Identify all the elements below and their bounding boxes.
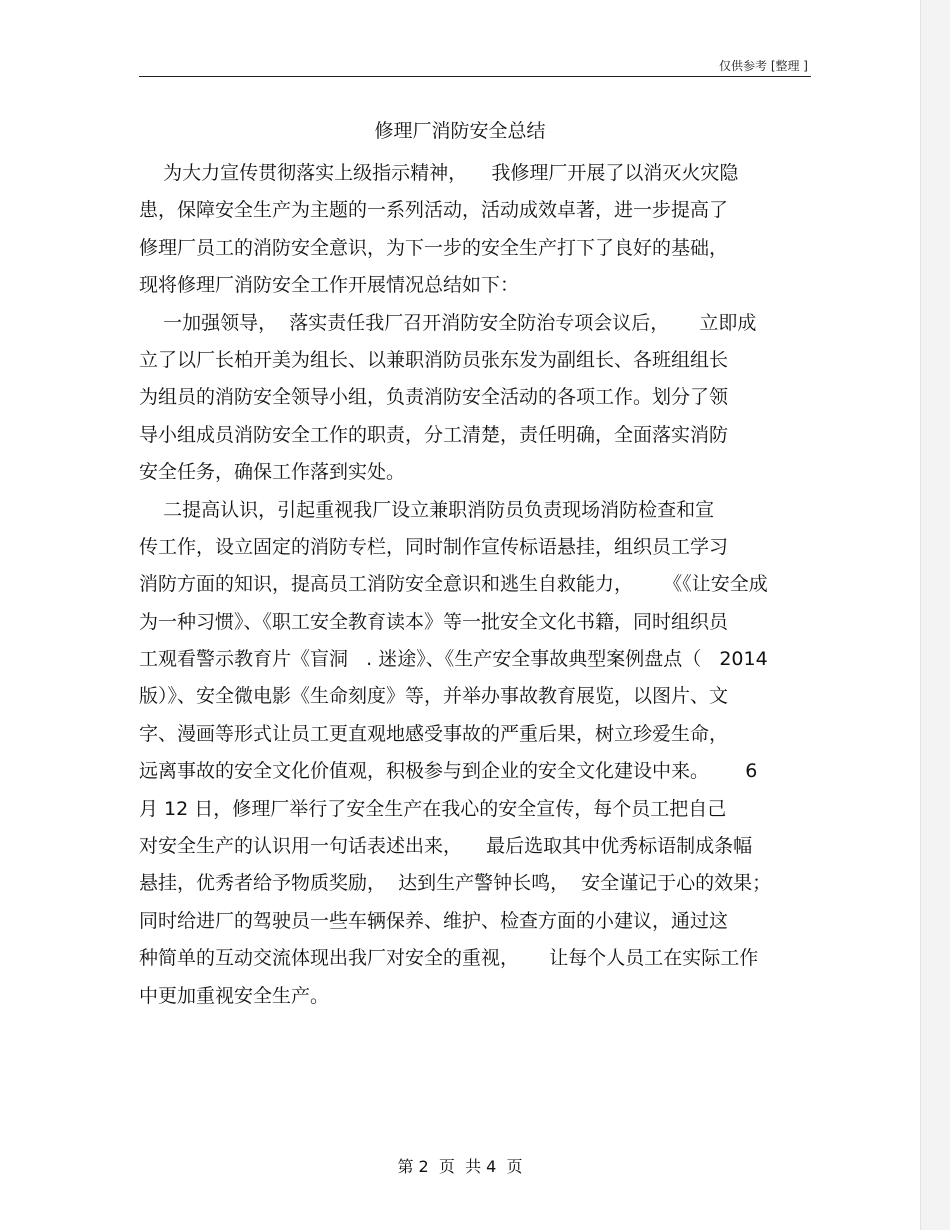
text-line: 二提高认识，引起重视我厂设立兼职消防员负责现场消防检查和宣 (139, 498, 715, 521)
text-line: 种简单的互动交流体现出我厂对安全的重视， 让每个人员工在实际工作 (139, 947, 759, 970)
text-line: 一加强领导， 落实责任我厂召开消防安全防治专项会议后， 立即成 (139, 311, 757, 334)
text-line: 立了以厂长柏开美为组长、以兼职消防员张东发为副组长、各班组组长 (139, 348, 729, 371)
text-line: 版）》、安全微电影《生命刻度》等，并举办事故教育展览，以图片、文 (139, 685, 729, 708)
text-line: 患，保障安全生产为主题的一系列活动，活动成效卓著，进一步提高了 (139, 199, 729, 222)
body-text (139, 155, 819, 1015)
text-line: 同时给进厂的驾驶员一些车辆保养、维护、检查方面的小建议，通过这 (139, 909, 729, 932)
header-note: 仅供参考 [整理 ] (719, 59, 808, 73)
text-line: 为一种习惯》、《职工安全教育读本》等一批安全文化书籍，同时组织员 (139, 610, 729, 633)
text-line: 导小组成员消防安全工作的职责，分工清楚，责任明确，全面落实消防 (139, 423, 729, 446)
page-footer: 第 2 页 共 4 页 (397, 1157, 523, 1176)
text-line: 为组员的消防安全领导小组，负责消防安全活动的各项工作。划分了领 (139, 386, 729, 409)
text-line: 中更加重视安全生产。 (139, 984, 330, 1007)
header-rule (139, 76, 811, 77)
text-line: 字、漫画等形式让员工更直观地感受事故的严重后果，树立珍爱生命， (139, 722, 729, 745)
page-title: 修理厂消防安全总结 (374, 120, 546, 142)
text-line: 修理厂员工的消防安全意识，为下一步的安全生产打下了良好的基础， (139, 236, 729, 259)
text-line: 传工作，设立固定的消防专栏，同时制作宣传标语悬挂，组织员工学习 (139, 535, 729, 558)
text-line: 消防方面的知识，提高员工消防安全意识和逃生自救能力， 《《让安全成 (139, 573, 768, 596)
text-line: 月 12 日，修理厂举行了安全生产在我心的安全宣传，每个员工把自己 (139, 797, 727, 820)
text-line: 远离事故的安全文化价值观，积极参与到企业的安全文化建设中来。 6 (139, 760, 758, 783)
text-line: 工观看警示教育片《盲洞 . 迷途》、《生产安全事故典型案例盘点（ 2014 (139, 648, 768, 671)
text-line: 对安全生产的认识用一句话表述出来， 最后选取其中优秀标语制成条幅 (139, 835, 753, 858)
text-line: 现将修理厂消防安全工作开展情况总结如下： (139, 274, 520, 297)
text-line: 安全任务，确保工作落到实处。 (139, 461, 406, 484)
text-line: 悬挂，优秀者给予物质奖励， 达到生产警钟长鸣， 安全谨记于心的效果； (139, 872, 772, 895)
text-line: 为大力宣传贯彻落实上级指示精神， 我修理厂开展了以消灭火灾隐 (139, 162, 739, 184)
